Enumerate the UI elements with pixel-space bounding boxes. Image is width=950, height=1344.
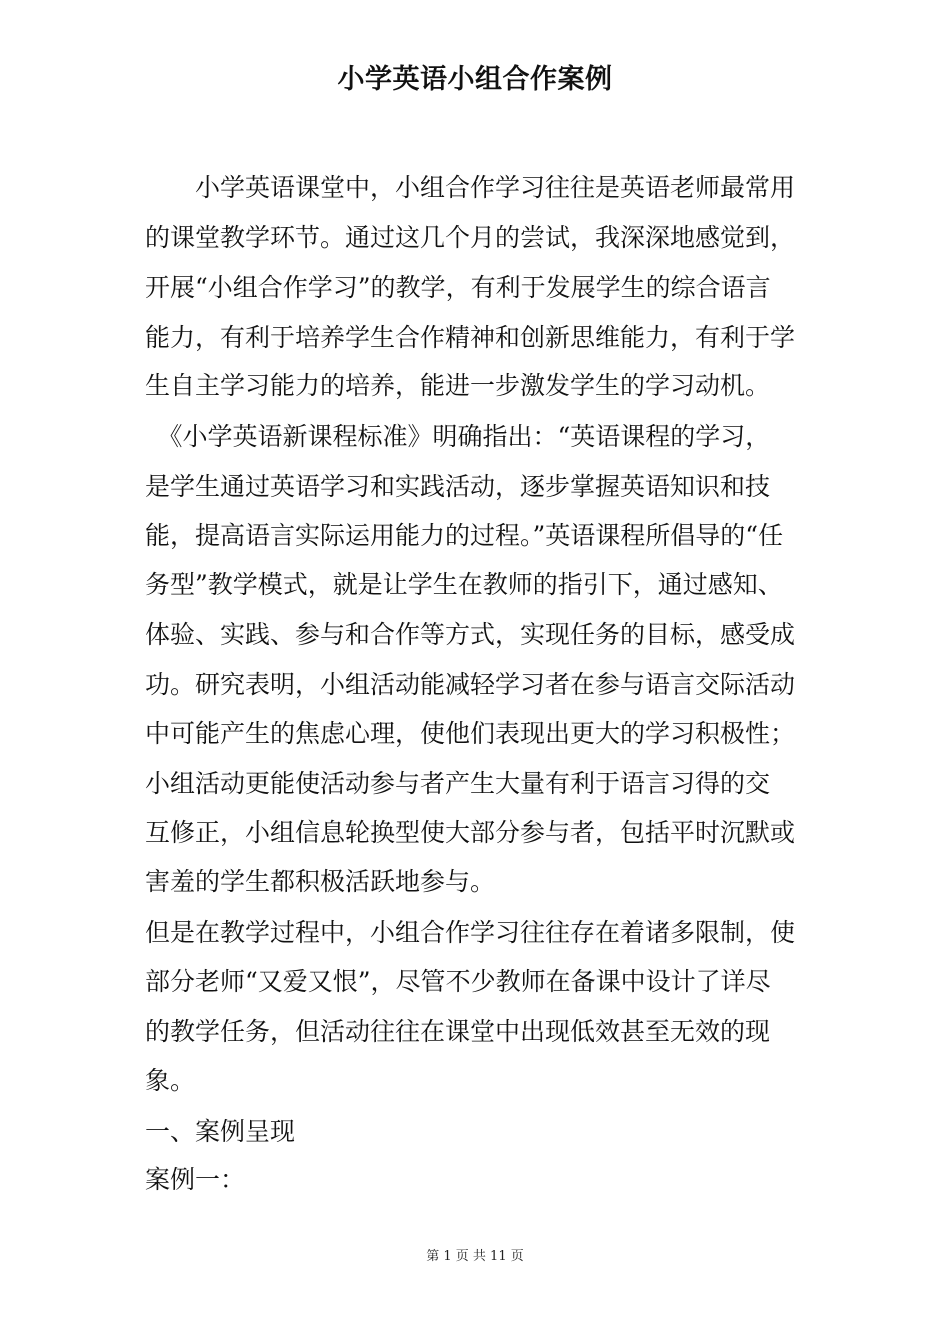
paragraph-line: 但是在教学过程中，小组合作学习往往存在着诸多限制，使 xyxy=(145,918,796,947)
paragraph-line: 部分老师“又爱又恨”，尽管不少教师在备课中设计了详尽 xyxy=(145,967,771,996)
paragraph-line: 体验、实践、参与和合作等方式，实现任务的目标，感受成 xyxy=(145,620,796,649)
paragraph-line: 中可能产生的焦虑心理，使他们表现出更大的学习积极性； xyxy=(145,719,796,748)
paragraph-line: 能，提高语言实际运用能力的过程。”英语课程所倡导的“任 xyxy=(145,521,784,550)
paragraph-line: 能力，有利于培养学生合作精神和创新思维能力，有利于学 xyxy=(145,323,796,352)
document-title: 小学英语小组合作案例 xyxy=(337,64,613,95)
section-heading: 一、案例呈现 xyxy=(145,1117,296,1146)
paragraph-line: 害羞的学生都积极活跃地参与。 xyxy=(145,867,496,896)
paragraph-line: 的教学任务，但活动往往在课堂中出现低效甚至无效的现 xyxy=(145,1017,771,1046)
paragraph-line: 小学英语课堂中，小组合作学习往往是英语老师最常用 xyxy=(145,173,796,202)
paragraph-line: 象。 xyxy=(145,1066,196,1095)
paragraph-line: 生自主学习能力的培养，能进一步激发学生的学习动机。 xyxy=(145,371,771,400)
paragraph-line: 的课堂教学环节。通过这几个月的尝试，我深深地感觉到， xyxy=(145,223,796,252)
page-footer: 第 1 页 共 11 页 xyxy=(426,1249,524,1264)
paragraph-line: 《小学英语新课程标准》明确指出：“英语课程的学习， xyxy=(145,422,771,451)
paragraph-line: 小组活动更能使活动参与者产生大量有利于语言习得的交 xyxy=(145,769,771,798)
paragraph-line: 是学生通过英语学习和实践活动，逐步掌握英语知识和技 xyxy=(145,472,771,501)
paragraph-line: 功。研究表明，小组活动能减轻学习者在参与语言交际活动 xyxy=(145,670,796,699)
subsection-heading: 案例一： xyxy=(145,1165,246,1194)
paragraph-line: 开展“小组合作学习”的教学，有利于发展学生的综合语言 xyxy=(145,273,771,302)
paragraph-line: 务型”教学模式，就是让学生在教师的指引下，通过感知、 xyxy=(145,570,783,599)
paragraph-line: 互修正，小组信息轮换型使大部分参与者，包括平时沉默或 xyxy=(145,818,796,847)
